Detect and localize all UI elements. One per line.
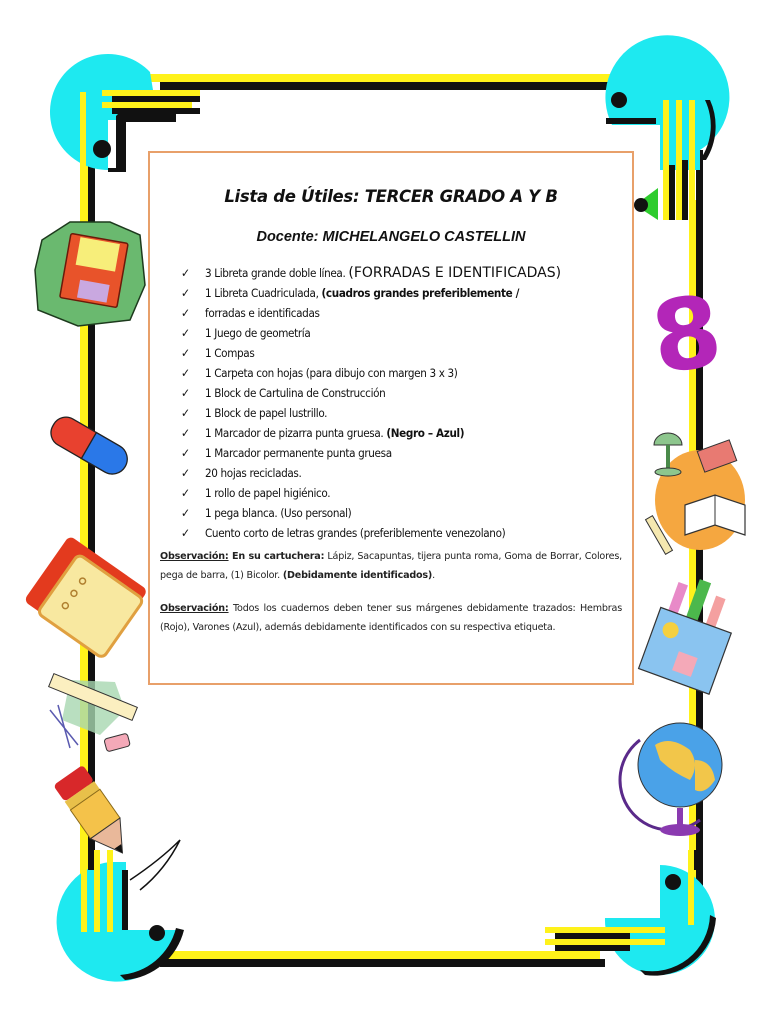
check-icon: ✓ (181, 306, 190, 320)
document-title: Lista de Útiles: TERCER GRADO A Y B (224, 187, 558, 206)
check-icon: ✓ (181, 526, 190, 540)
desk-study-items-icon (646, 433, 745, 554)
top-border-bars (150, 74, 610, 90)
number-eight-icon: 8 (645, 274, 729, 397)
check-icon: ✓ (181, 506, 190, 520)
corner-bottom-left (57, 850, 184, 982)
globe-icon (620, 723, 722, 836)
list-item: ✓ 1 Block de Cartulina de Construcción (178, 383, 561, 403)
pencil-stroke (130, 840, 180, 890)
check-icon: ✓ (181, 466, 190, 480)
list-item: ✓ 1 Carpeta con hojas (para dibujo con margen 3 x 3) (178, 363, 561, 383)
check-icon: ✓ (181, 346, 190, 360)
check-icon: ✓ (181, 286, 190, 300)
list-item: ✓ 20 hojas recicladas. (178, 463, 561, 483)
list-item: ✓ 1 Block de papel lustrillo. (178, 403, 561, 423)
check-icon: ✓ (181, 366, 190, 380)
supply-list-box (148, 151, 634, 685)
check-icon: ✓ (181, 266, 190, 280)
binder-icon (22, 535, 149, 658)
check-icon: ✓ (181, 486, 190, 500)
list-item: ✓ 1 Marcador permanente punta gruesa (178, 443, 561, 463)
list-item: ✓ forradas e identificadas (178, 303, 561, 323)
check-icon: ✓ (181, 426, 190, 440)
list-item: ✓ 1 rollo de papel higiénico. (178, 483, 561, 503)
check-icon: ✓ (181, 386, 190, 400)
floppy-disk-icon (35, 222, 145, 326)
list-item: ✓ 1 pega blanca. (Uso personal) (178, 503, 561, 523)
list-item: ✓ 3 Libreta grande doble línea. (FORRADAS E IDENTIFICADAS) (181, 265, 562, 281)
check-icon: ✓ (181, 406, 190, 420)
list-item: ✓ 1 Compas (178, 343, 561, 363)
list-item: ✓ Cuento corto de letras grandes (preferiblemente venezolano) (178, 523, 561, 543)
list-item: ✓ 1 Libreta Cuadriculada, (cuadros grandes preferiblemente / (178, 283, 561, 303)
check-icon: ✓ (181, 446, 190, 460)
list-item: ✓ 1 Juego de geometría (178, 323, 561, 343)
observation-pencil-case: Observación: En su cartuchera: Lápiz, Sacapuntas, tijera punta roma, Goma de Borrar, Colores, pega de barra, (1) Bicolor. (Debidamente identificados). (160, 551, 622, 581)
teacher-name: Docente: MICHELANGELO CASTELLIN (256, 229, 526, 245)
list-item: ✓ 1 Marcador de pizarra punta gruesa. (Negro – Azul) (178, 423, 561, 443)
supply-list (178, 263, 561, 543)
check-icon: ✓ (181, 326, 190, 340)
observation-label: Observación: (160, 603, 229, 614)
observation-notebooks: Observación: Todos los cuadernos deben tener sus márgenes debidamente trazados: Hembras (Rojo), Varones (Azul), además debidamente identificados con su respectiva etiqueta. (160, 603, 622, 633)
observation-label: Observación: (160, 551, 229, 562)
bottom-border-bars (160, 951, 605, 967)
pencil-icon (53, 765, 137, 863)
